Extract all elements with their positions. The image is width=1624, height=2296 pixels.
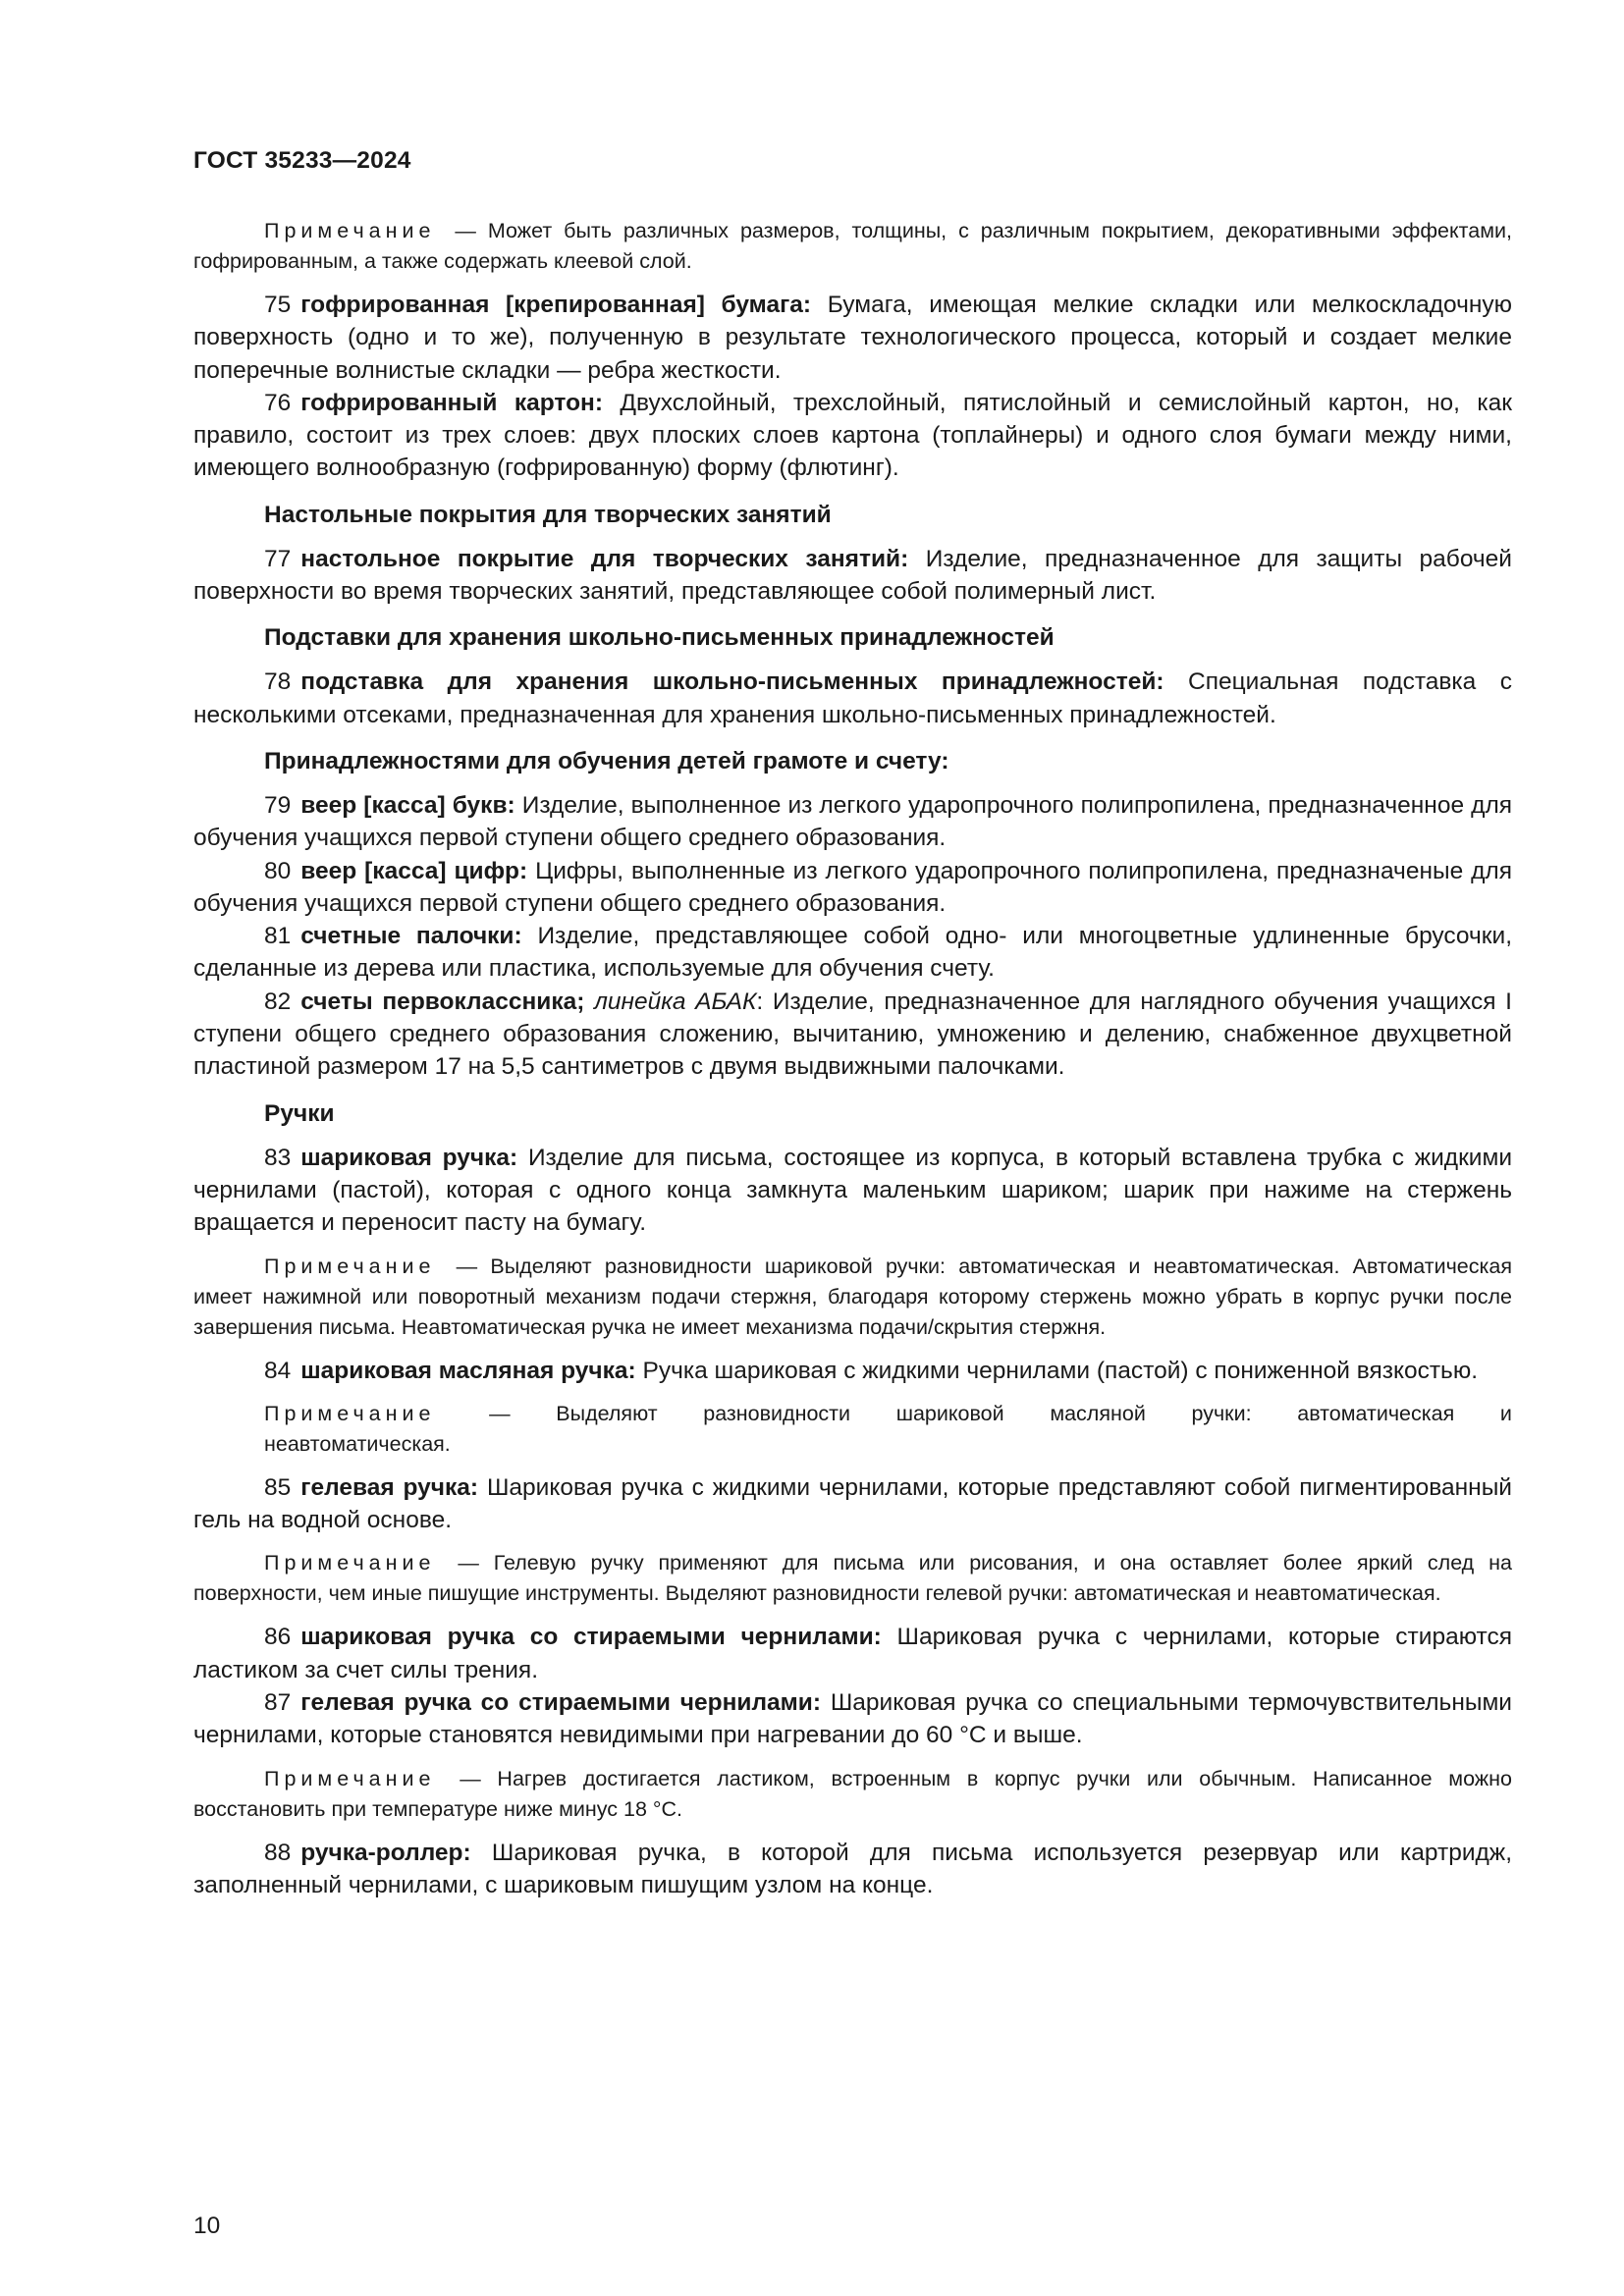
term-entry: 79 веер [касса] букв: Изделие, выполненное из легкого ударопрочного полипропилена, предназначенное для обучения учащихся первой ступени общего среднего образования. [193, 791, 1513, 852]
term-entry: 82 счеты первоклассника; линейка АБАК: Изделие, предназначенное для наглядного обучения учащихся I ступени общего среднего образования сложению, вычитанию, умножению и делению, снабженное двухцветной пластиной размером 17 на 5,5 сантиметров с двумя выдвижными палочками. [193, 988, 1512, 1081]
term-name: настольное покрытие для творческих занятий: [300, 545, 909, 572]
term-name: шариковая ручка со стираемыми чернилами: [300, 1624, 882, 1651]
term-entry: 88 ручка-роллер: Шариковая ручка, в которой для письма используется резервуар или картридж, заполненный чернилами, с шариковым пишущим узлом на конце. [193, 1839, 1512, 1898]
term-entry: 76 гофрированный картон: Двухслойный, трехслойный, пятислойный и семислойный картон, но, как правило, состоит из трех слоев: двух плоских слоев картона (топлайнеры) и одного слоя бумаги между ними, имеющего волнообразную (гофрированную) форму (флютинг). [193, 389, 1513, 482]
note: Примечание — Выделяют разновидности шариковой масляной ручки: автоматическая и неавтоматическая. [193, 1399, 1512, 1460]
page-number: 10 [193, 2213, 221, 2239]
term-name: ручка-роллер: [300, 1839, 471, 1866]
term-name: счетные палочки: [300, 923, 522, 950]
standard-header: ГОСТ 35233—2024 [193, 147, 411, 174]
term-name: шариковая масляная ручка: [300, 1357, 636, 1384]
note: Примечание — Может быть различных размеров, толщины, с различным покрытием, декоративными эффектами, гофрированным, а также содержать клеевой слой. [193, 219, 1512, 273]
term-name: гофрированный картон: [300, 389, 604, 416]
term-name: счеты первоклассника; [300, 988, 585, 1015]
section-heading: Подставки для хранения школьно-письменных принадлежностей [264, 624, 1055, 652]
section-heading: Принадлежностями для обучения детей грамоте и счету: [264, 747, 949, 774]
term-entry: 84 шариковая масляная ручка: Ручка шариковая с жидкими чернилами (пастой) с пониженной вязкостью. [264, 1357, 1479, 1384]
note-spread-line: Примечание — Выделяют разновидности шариковой масляной ручки: автоматическая и [264, 1401, 1512, 1425]
term-name: шариковая ручка: [300, 1144, 518, 1171]
section-heading: Ручки [264, 1099, 335, 1127]
term-entry: 86 шариковая ручка со стираемыми чернилами: Шариковая ручка с чернилами, которые стираются ластиком за счет силы трения. [193, 1624, 1512, 1683]
document-page [193, 147, 1512, 1901]
section-heading: Настольные покрытия для творческих занятий [264, 501, 832, 528]
term-entry: 77 настольное покрытие для творческих занятий: Изделие, предназначенное для защиты рабочей поверхности во время творческих занятий, представляющее собой полимерный лист. [193, 545, 1512, 606]
term-entry: 81 счетные палочки: Изделие, представляющее собой одно- или многоцветные удлиненные брусочки, сделанные из дерева или пластика, используемые для обучения счету. [193, 923, 1512, 983]
term-name: гофрированная [крепированная] бумага: [300, 292, 812, 318]
term-entry: 80 веер [касса] цифр: Цифры, выполненные из легкого ударопрочного полипропилена, предназначеные для обучения учащихся первой ступени общего среднего образования. [193, 857, 1512, 917]
term-name: подставка для хранения школьно-письменных принадлежностей: [300, 668, 1164, 696]
term-name: гелевая ручка со стираемыми чернилами: [300, 1689, 821, 1717]
term-name: гелевая ручка: [300, 1473, 479, 1501]
term-entry: 78 подставка для хранения школьно-письменных принадлежностей: Специальная подставка с несколькими отсеками, предназначенная для хранения школьно-письменных принадлежностей. [193, 668, 1513, 728]
alternative-term: линейка АБАК [594, 988, 757, 1015]
term-entry: 83 шариковая ручка: Изделие для письма, состоящее из корпуса, в который вставлена трубка с жидкими чернилами (пастой), которая с одного конца замкнута маленьким шариком; шарик при нажиме на стержень вращается и переносит пасту на бумагу. [193, 1144, 1513, 1237]
term-entry: 85 гелевая ручка: Шариковая ручка с жидкими чернилами, которые представляют собой пигментированный гель на водной основе. [193, 1473, 1512, 1534]
note: Примечание — Выделяют разновидности шариковой ручки: автоматическая и неавтоматическая. Автоматическая имеет нажимной или поворотный механизм подачи стержня, благодаря которому стержень можно убрать в корпус ручки после завершения письма. Неавтоматическая ручка не имеет механизма подачи/скрытия стержня. [193, 1254, 1512, 1339]
term-name: веер [касса] букв: [300, 791, 515, 819]
term-entry: 75 гофрированная [крепированная] бумага: Бумага, имеющая мелкие складки или мелкоскладочную поверхность (одно и то же), полученную в результате технологического процесса, который и создает мелкие поперечные волнистые складки — ребра жесткости. [193, 292, 1513, 384]
note: Примечание — Нагрев достигается ластиком, встроенным в корпус ручки или обычным. Написанное можно восстановить при температуре ниже минус 18 °С. [193, 1766, 1512, 1821]
term-entry: 87 гелевая ручка со стираемыми чернилами: Шариковая ручка со специальными термочувствительными чернилами, которые становятся невидимыми при нагревании до 60 °С и выше. [193, 1689, 1512, 1749]
term-name: веер [касса] цифр: [300, 857, 528, 884]
note: Примечание — Гелевую ручку применяют для письма или рисования, и она оставляет более яркий след на поверхности, чем иные пишущие инструменты. Выделяют разновидности гелевой ручки: автоматическая и неавтоматическая. [193, 1551, 1512, 1606]
